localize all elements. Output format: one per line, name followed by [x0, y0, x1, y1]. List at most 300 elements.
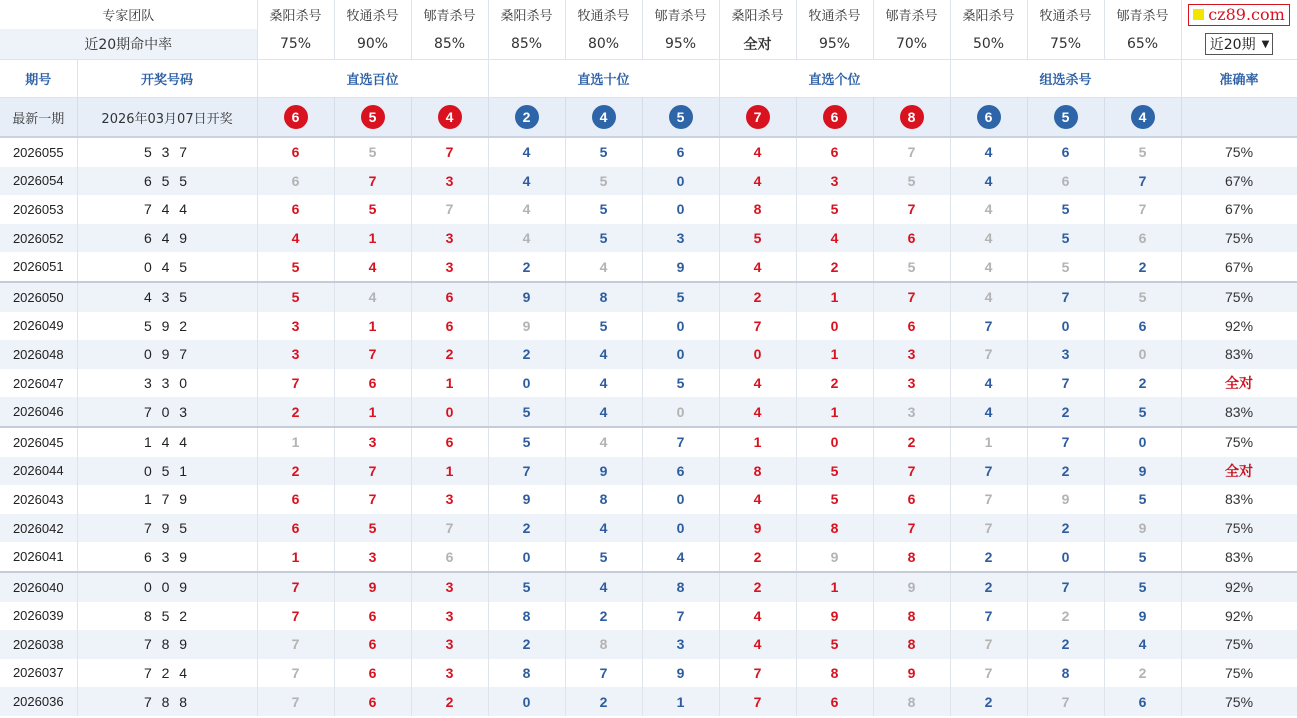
- kill-number: 2: [950, 687, 1027, 716]
- kill-number: 2: [873, 427, 950, 457]
- period-number: 2026045: [0, 427, 77, 457]
- period-number: 2026036: [0, 687, 77, 716]
- kill-number: 4: [488, 167, 565, 196]
- kill-number: 0: [642, 485, 719, 514]
- table-row: [0, 427, 1297, 457]
- kill-number: 3: [257, 312, 334, 341]
- kill-number: 6: [796, 687, 873, 716]
- kill-number: 8: [488, 659, 565, 688]
- kill-number: 6: [1104, 687, 1181, 716]
- draw-numbers: 7 2 4: [77, 659, 257, 688]
- kill-number: 5: [873, 252, 950, 282]
- latest-date: 2026年03月07日开奖: [77, 98, 257, 138]
- kill-number: 7: [950, 340, 1027, 369]
- kill-number: 4: [488, 224, 565, 253]
- kill-number: 2: [488, 340, 565, 369]
- column-draw: 开奖号码: [77, 60, 257, 98]
- draw-numbers: 7 8 8: [77, 687, 257, 716]
- accuracy-value: 67%: [1181, 195, 1297, 224]
- kill-number: 8: [873, 630, 950, 659]
- kill-number: 2: [488, 630, 565, 659]
- kill-number: 0: [1027, 542, 1104, 572]
- kill-number: 5: [565, 137, 642, 167]
- cz89-logo[interactable]: cz89.com: [1188, 4, 1290, 26]
- kill-number: 7: [334, 485, 411, 514]
- kill-number: 7: [950, 659, 1027, 688]
- kill-number: 4: [719, 485, 796, 514]
- kill-number: 5: [488, 572, 565, 602]
- kill-number: 5: [1104, 282, 1181, 312]
- kill-number: 2: [1027, 457, 1104, 486]
- kill-number: 4: [950, 137, 1027, 167]
- kill-number: 7: [642, 427, 719, 457]
- latest-ball-cell: [565, 98, 642, 138]
- kill-number: 3: [873, 369, 950, 398]
- period-number: 2026043: [0, 485, 77, 514]
- kill-number: 2: [565, 602, 642, 631]
- table-row: [0, 397, 1297, 427]
- kill-number: 5: [719, 224, 796, 253]
- kill-number: 0: [488, 542, 565, 572]
- latest-ball-cell: [1104, 98, 1181, 138]
- kill-number: 0: [642, 167, 719, 196]
- accuracy-value: 全对: [1181, 369, 1297, 398]
- expert-name: 郇青杀号: [642, 0, 719, 29]
- kill-number: 4: [719, 397, 796, 427]
- kill-number: 9: [1104, 514, 1181, 543]
- draw-numbers: 7 0 3: [77, 397, 257, 427]
- latest-ball-cell: [719, 98, 796, 138]
- column-hundreds: 直选百位: [257, 60, 488, 98]
- kill-number: 7: [950, 514, 1027, 543]
- kill-number: 5: [257, 282, 334, 312]
- kill-number: 1: [257, 542, 334, 572]
- kill-number: 2: [565, 687, 642, 716]
- accuracy-value: 75%: [1181, 630, 1297, 659]
- kill-number: 7: [873, 514, 950, 543]
- kill-number: 4: [950, 252, 1027, 282]
- column-units: 直选个位: [719, 60, 950, 98]
- period-number: 2026054: [0, 167, 77, 196]
- kill-number: 7: [334, 167, 411, 196]
- accuracy-value: 75%: [1181, 137, 1297, 167]
- kill-number: 4: [565, 572, 642, 602]
- table-row: [0, 252, 1297, 282]
- kill-number: 1: [411, 369, 488, 398]
- draw-numbers: 7 9 5: [77, 514, 257, 543]
- kill-number: 6: [257, 485, 334, 514]
- draw-numbers: 7 8 9: [77, 630, 257, 659]
- latest-ball: 6: [977, 105, 1001, 129]
- kill-number: 7: [257, 602, 334, 631]
- kill-number: 5: [796, 195, 873, 224]
- table-row: [0, 687, 1297, 716]
- latest-ball-cell: [873, 98, 950, 138]
- table-row: [0, 369, 1297, 398]
- hit-rate: 85%: [488, 29, 565, 60]
- kill-number: 1: [796, 397, 873, 427]
- kill-number: 6: [1027, 167, 1104, 196]
- kill-number: 7: [1104, 167, 1181, 196]
- kill-number: 5: [642, 282, 719, 312]
- kill-number: 6: [411, 427, 488, 457]
- kill-number: 4: [719, 602, 796, 631]
- kill-number: 6: [1104, 224, 1181, 253]
- kill-number: 7: [257, 659, 334, 688]
- kill-number: 4: [719, 167, 796, 196]
- kill-number: 9: [796, 602, 873, 631]
- column-accuracy: 准确率: [1181, 60, 1297, 98]
- kill-number: 4: [334, 252, 411, 282]
- period-number: 2026042: [0, 514, 77, 543]
- kill-number: 2: [1027, 630, 1104, 659]
- kill-number: 1: [796, 282, 873, 312]
- kill-number: 7: [719, 659, 796, 688]
- kill-number: 6: [1104, 312, 1181, 341]
- period-number: 2026037: [0, 659, 77, 688]
- kill-number: 5: [796, 630, 873, 659]
- kill-number: 0: [411, 397, 488, 427]
- kill-number: 6: [257, 137, 334, 167]
- kill-number: 0: [642, 195, 719, 224]
- kill-number: 7: [642, 602, 719, 631]
- kill-number: 5: [488, 427, 565, 457]
- accuracy-value: 75%: [1181, 659, 1297, 688]
- table-row: [0, 485, 1297, 514]
- kill-number: 9: [642, 659, 719, 688]
- kill-number: 5: [1027, 195, 1104, 224]
- accuracy-value: 92%: [1181, 312, 1297, 341]
- kill-number: 5: [642, 369, 719, 398]
- kill-number: 7: [873, 282, 950, 312]
- kill-number: 4: [796, 224, 873, 253]
- kill-number: 2: [1104, 369, 1181, 398]
- column-tens: 直选十位: [488, 60, 719, 98]
- kill-number: 9: [719, 514, 796, 543]
- kill-number: 7: [950, 485, 1027, 514]
- kill-number: 0: [1104, 340, 1181, 369]
- kill-number: 0: [642, 312, 719, 341]
- draw-numbers: 3 3 0: [77, 369, 257, 398]
- kill-number: 0: [1027, 312, 1104, 341]
- kill-number: 1: [334, 224, 411, 253]
- latest-ball: 4: [592, 105, 616, 129]
- accuracy-value: 75%: [1181, 282, 1297, 312]
- draw-numbers: 1 4 4: [77, 427, 257, 457]
- kill-number: 2: [1027, 514, 1104, 543]
- latest-ball: 2: [515, 105, 539, 129]
- latest-ball: 4: [1131, 105, 1155, 129]
- kill-number: 0: [642, 340, 719, 369]
- kill-number: 4: [565, 369, 642, 398]
- period-number: 2026044: [0, 457, 77, 486]
- kill-number: 9: [565, 457, 642, 486]
- draw-numbers: 5 9 2: [77, 312, 257, 341]
- hit-rate: 85%: [411, 29, 488, 60]
- kill-number: 3: [411, 659, 488, 688]
- kill-number: 2: [488, 252, 565, 282]
- expert-name: 牧通杀号: [1027, 0, 1104, 29]
- kill-number: 4: [565, 397, 642, 427]
- latest-ball-cell: [642, 98, 719, 138]
- latest-ball-cell: [950, 98, 1027, 138]
- expert-name: 郇青杀号: [1104, 0, 1181, 29]
- kill-number: 2: [1104, 252, 1181, 282]
- kill-number: 3: [873, 397, 950, 427]
- hit-rate-row: [0, 29, 1297, 60]
- kill-number: 6: [1027, 137, 1104, 167]
- kill-number: 8: [488, 602, 565, 631]
- kill-number: 4: [1104, 630, 1181, 659]
- kill-number: 6: [411, 282, 488, 312]
- kill-number: 9: [488, 282, 565, 312]
- hit-rate: 75%: [257, 29, 334, 60]
- kill-number: 5: [565, 224, 642, 253]
- kill-number: 4: [334, 282, 411, 312]
- latest-ball-cell: [257, 98, 334, 138]
- kill-number: 0: [642, 397, 719, 427]
- latest-label: 最新一期: [0, 98, 77, 138]
- accuracy-value: 83%: [1181, 397, 1297, 427]
- latest-ball: 6: [284, 105, 308, 129]
- kill-number: 2: [1104, 659, 1181, 688]
- kill-number: 2: [411, 687, 488, 716]
- kill-number: 6: [642, 457, 719, 486]
- kill-number: 9: [873, 659, 950, 688]
- draw-numbers: 0 9 7: [77, 340, 257, 369]
- kill-number: 7: [1027, 427, 1104, 457]
- expert-name: 桑阳杀号: [950, 0, 1027, 29]
- kill-number: 3: [411, 252, 488, 282]
- kill-number: 3: [257, 340, 334, 369]
- period-number: 2026046: [0, 397, 77, 427]
- accuracy-value: 75%: [1181, 224, 1297, 253]
- kill-number: 5: [565, 167, 642, 196]
- hit-rate: 80%: [565, 29, 642, 60]
- column-group-kill: 组选杀号: [950, 60, 1181, 98]
- kill-number: 2: [488, 514, 565, 543]
- kill-number: 0: [488, 369, 565, 398]
- kill-number: 9: [488, 485, 565, 514]
- kill-number: 1: [950, 427, 1027, 457]
- kill-number: 7: [257, 572, 334, 602]
- kill-number: 0: [642, 514, 719, 543]
- kill-number: 7: [950, 630, 1027, 659]
- hit-rate: 50%: [950, 29, 1027, 60]
- draw-numbers: 0 5 1: [77, 457, 257, 486]
- accuracy-value: 全对: [1181, 457, 1297, 486]
- kill-number: 0: [488, 687, 565, 716]
- accuracy-value: 67%: [1181, 167, 1297, 196]
- kill-number: 6: [796, 137, 873, 167]
- history-rows: [0, 137, 1297, 716]
- hit-rate: 95%: [642, 29, 719, 60]
- kill-number: 3: [411, 485, 488, 514]
- expert-row: [0, 0, 1297, 29]
- draw-numbers: 6 4 9: [77, 224, 257, 253]
- logo-square-icon: [1193, 9, 1204, 20]
- kill-number: 3: [411, 630, 488, 659]
- chevron-down-icon: ▼: [1261, 38, 1270, 50]
- accuracy-value: 92%: [1181, 602, 1297, 631]
- latest-ball: 4: [438, 105, 462, 129]
- latest-ball: 5: [669, 105, 693, 129]
- kill-number: 6: [873, 485, 950, 514]
- kill-number: 5: [257, 252, 334, 282]
- period-number: 2026053: [0, 195, 77, 224]
- period-number: 2026055: [0, 137, 77, 167]
- kill-number: 7: [411, 514, 488, 543]
- kill-number: 0: [719, 340, 796, 369]
- kill-number: 6: [257, 195, 334, 224]
- kill-number: 3: [411, 602, 488, 631]
- kill-number: 7: [488, 457, 565, 486]
- kill-number: 7: [257, 630, 334, 659]
- draw-numbers: 0 0 9: [77, 572, 257, 602]
- kill-number: 5: [796, 457, 873, 486]
- kill-number: 6: [411, 542, 488, 572]
- kill-number: 4: [642, 542, 719, 572]
- kill-number: 4: [719, 137, 796, 167]
- kill-number: 7: [565, 659, 642, 688]
- kill-number: 4: [950, 369, 1027, 398]
- column-header-row: [0, 60, 1297, 98]
- kill-number: 7: [1104, 195, 1181, 224]
- kill-number: 4: [719, 630, 796, 659]
- kill-number: 6: [334, 369, 411, 398]
- kill-number: 3: [642, 630, 719, 659]
- period-number: 2026051: [0, 252, 77, 282]
- period-number: 2026050: [0, 282, 77, 312]
- hit-rate: 全对: [719, 29, 796, 60]
- kill-number: 7: [334, 457, 411, 486]
- kill-number: 9: [1104, 602, 1181, 631]
- hit-rate-label: 近20期命中率: [0, 29, 257, 60]
- kill-number: 8: [565, 630, 642, 659]
- latest-accuracy-empty: [1181, 98, 1297, 138]
- latest-ball-cell: [796, 98, 873, 138]
- kill-number: 4: [950, 224, 1027, 253]
- kill-number: 4: [257, 224, 334, 253]
- kill-number: 9: [873, 572, 950, 602]
- draw-numbers: 7 4 4: [77, 195, 257, 224]
- hit-rate: 70%: [873, 29, 950, 60]
- kill-number: 2: [950, 542, 1027, 572]
- kill-number: 8: [873, 602, 950, 631]
- kill-number: 7: [719, 687, 796, 716]
- kill-number: 5: [1104, 397, 1181, 427]
- kill-number: 6: [873, 224, 950, 253]
- table-row: [0, 630, 1297, 659]
- period-number: 2026048: [0, 340, 77, 369]
- kill-number: 4: [488, 195, 565, 224]
- kill-number: 2: [1027, 397, 1104, 427]
- kill-number: 8: [719, 457, 796, 486]
- draw-numbers: 8 5 2: [77, 602, 257, 631]
- kill-number: 7: [719, 312, 796, 341]
- table-row: [0, 312, 1297, 341]
- kill-number: 0: [796, 427, 873, 457]
- kill-number: 5: [796, 485, 873, 514]
- kill-number: 2: [719, 572, 796, 602]
- kill-number: 3: [873, 340, 950, 369]
- latest-ball: 5: [1054, 105, 1078, 129]
- kill-number: 8: [719, 195, 796, 224]
- kill-number: 2: [950, 572, 1027, 602]
- table-row: [0, 572, 1297, 602]
- kill-number: 7: [873, 457, 950, 486]
- accuracy-value: 92%: [1181, 572, 1297, 602]
- kill-number: 5: [1104, 542, 1181, 572]
- kill-number: 3: [642, 224, 719, 253]
- kill-number: 4: [565, 252, 642, 282]
- kill-number: 2: [1027, 602, 1104, 631]
- kill-number: 3: [1027, 340, 1104, 369]
- kill-number: 2: [719, 282, 796, 312]
- table-row: [0, 659, 1297, 688]
- expert-name: 桑阳杀号: [488, 0, 565, 29]
- latest-ball: 7: [746, 105, 770, 129]
- kill-number: 9: [334, 572, 411, 602]
- kill-number: 9: [1104, 457, 1181, 486]
- column-period: 期号: [0, 60, 77, 98]
- site-logo[interactable]: [1181, 0, 1297, 29]
- kill-number: 7: [1027, 369, 1104, 398]
- expert-name: 牧通杀号: [334, 0, 411, 29]
- latest-ball-cell: [334, 98, 411, 138]
- kill-number: 9: [1027, 485, 1104, 514]
- period-number: 2026052: [0, 224, 77, 253]
- kill-number: 7: [950, 457, 1027, 486]
- kill-number: 4: [719, 369, 796, 398]
- kill-number: 8: [642, 572, 719, 602]
- kill-number: 7: [257, 369, 334, 398]
- expert-name: 桑阳杀号: [257, 0, 334, 29]
- kill-number: 4: [565, 340, 642, 369]
- table-row: [0, 602, 1297, 631]
- draw-numbers: 4 3 5: [77, 282, 257, 312]
- kill-number: 1: [796, 340, 873, 369]
- kill-number: 8: [873, 687, 950, 716]
- accuracy-value: 83%: [1181, 340, 1297, 369]
- kill-number: 1: [334, 397, 411, 427]
- hit-rate: 75%: [1027, 29, 1104, 60]
- kill-number: 1: [334, 312, 411, 341]
- kill-number: 7: [1027, 282, 1104, 312]
- accuracy-value: 75%: [1181, 514, 1297, 543]
- kill-number: 2: [719, 542, 796, 572]
- accuracy-value: 75%: [1181, 687, 1297, 716]
- kill-number: 5: [1027, 252, 1104, 282]
- table-row: [0, 514, 1297, 543]
- table-row: [0, 542, 1297, 572]
- period-select-cell: [1181, 29, 1297, 60]
- kill-number: 7: [873, 195, 950, 224]
- kill-number: 4: [950, 282, 1027, 312]
- kill-number: 5: [334, 137, 411, 167]
- kill-number: 7: [411, 137, 488, 167]
- kill-number: 0: [796, 312, 873, 341]
- kill-number: 3: [411, 224, 488, 253]
- kill-number: 8: [1027, 659, 1104, 688]
- period-range-select[interactable]: 近20期 ▼: [1205, 33, 1274, 55]
- kill-number: 7: [334, 340, 411, 369]
- kill-number: 5: [1104, 572, 1181, 602]
- expert-name: 牧通杀号: [796, 0, 873, 29]
- latest-row: [0, 98, 1297, 138]
- kill-number: 4: [565, 514, 642, 543]
- expert-name: 桑阳杀号: [719, 0, 796, 29]
